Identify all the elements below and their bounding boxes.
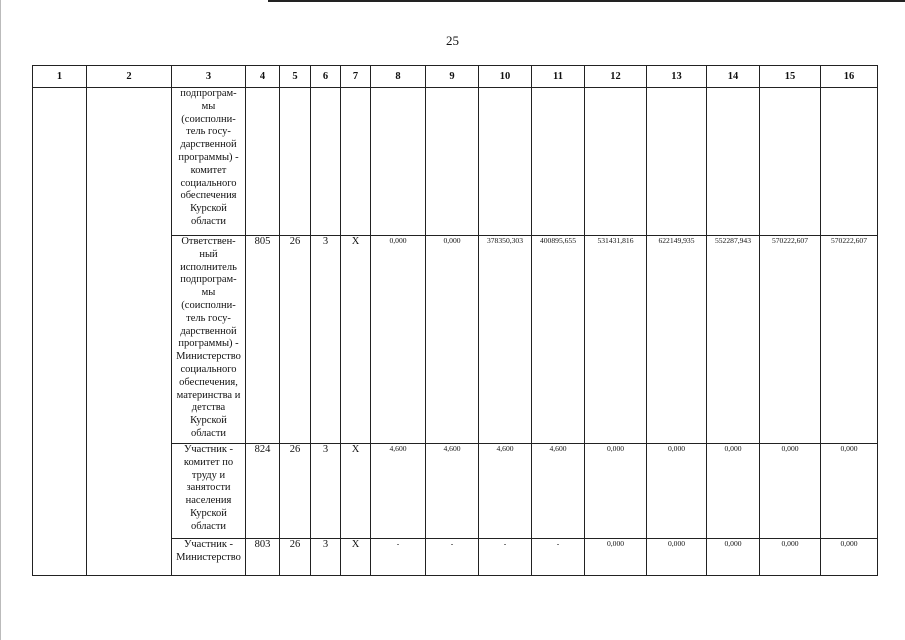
- scan-top-line: [268, 0, 905, 2]
- amount-cell: 0,000: [707, 539, 760, 576]
- executor-line: области: [190, 427, 227, 439]
- pgp-code-cell: 3: [311, 539, 341, 576]
- executor-line: материнства и: [176, 389, 241, 401]
- amount-cell: 0,000: [647, 539, 707, 576]
- column-header: 10: [479, 66, 532, 88]
- amount-cell: 400895,655: [532, 236, 585, 444]
- amount-cell: 4,600: [532, 444, 585, 539]
- amount-cell: -: [371, 539, 426, 576]
- amount-cell: 570222,607: [760, 236, 821, 444]
- executor-line: Министерство: [176, 551, 241, 563]
- executor-line: занятости: [186, 482, 231, 494]
- column-header: 12: [585, 66, 647, 88]
- executor-line: (соисполни-: [181, 113, 236, 125]
- column-header: 1: [33, 66, 87, 88]
- amount-cell: [647, 88, 707, 236]
- executor-line: труду и: [191, 469, 226, 481]
- executor-line: детства: [191, 402, 226, 414]
- amount-cell: -: [479, 539, 532, 576]
- column-header: 13: [647, 66, 707, 88]
- executor-line: обеспечения: [180, 190, 237, 202]
- column-header: 7: [341, 66, 371, 88]
- column-header: 8: [371, 66, 426, 88]
- column-header: 6: [311, 66, 341, 88]
- grbs-code-cell: 803: [246, 539, 280, 576]
- amount-cell: 4,600: [426, 444, 479, 539]
- executor-line: социального: [180, 363, 237, 375]
- executor-cell: [172, 539, 246, 576]
- amount-cell: [707, 88, 760, 236]
- amount-cell: 0,000: [426, 236, 479, 444]
- amount-cell: [532, 88, 585, 236]
- om-code-cell: Х: [341, 236, 371, 444]
- column-header: 14: [707, 66, 760, 88]
- amount-cell: 0,000: [760, 444, 821, 539]
- column-header: 9: [426, 66, 479, 88]
- om-code-cell: [341, 88, 371, 236]
- program-cell: [87, 88, 172, 576]
- executor-cell: [172, 444, 246, 539]
- grbs-code-cell: [246, 88, 280, 236]
- executor-line: Участник -: [183, 539, 234, 550]
- executor-line: тель госу-: [186, 126, 231, 138]
- executor-line: комитет: [190, 164, 227, 176]
- executor-line: Министерство: [176, 351, 241, 363]
- table-row: [33, 88, 878, 236]
- budget-table: [32, 65, 878, 576]
- executor-line: мы: [201, 287, 216, 299]
- executor-line: Курской: [190, 415, 227, 427]
- amount-cell: [426, 88, 479, 236]
- column-header: 5: [280, 66, 311, 88]
- executor-line: тель госу-: [186, 312, 231, 324]
- amount-cell: 4,600: [479, 444, 532, 539]
- column-header: 11: [532, 66, 585, 88]
- amount-cell: 0,000: [371, 236, 426, 444]
- executor-line: подпрограм-: [180, 274, 237, 286]
- grbs-code-cell: 824: [246, 444, 280, 539]
- column-header: 16: [821, 66, 878, 88]
- executor-line: дарственной: [180, 139, 237, 151]
- executor-line: мы: [201, 100, 216, 112]
- amount-cell: 531431,816: [585, 236, 647, 444]
- executor-line: области: [190, 215, 227, 227]
- amount-cell: 0,000: [760, 539, 821, 576]
- amount-cell: 0,000: [707, 444, 760, 539]
- executor-line: Курской: [190, 507, 227, 519]
- executor-line: Ответствен-: [181, 236, 236, 247]
- column-header: 3: [172, 66, 246, 88]
- column-header: 15: [760, 66, 821, 88]
- executor-cell: [172, 236, 246, 444]
- amount-cell: [479, 88, 532, 236]
- amount-cell: 552287,943: [707, 236, 760, 444]
- amount-cell: 570222,607: [821, 236, 878, 444]
- gp-code-cell: 26: [280, 539, 311, 576]
- executor-line: населения: [185, 495, 232, 507]
- executor-line: социального: [180, 177, 237, 189]
- amount-cell: 622149,935: [647, 236, 707, 444]
- amount-cell: [821, 88, 878, 236]
- grbs-code-cell: 805: [246, 236, 280, 444]
- executor-line: (соисполни-: [181, 299, 236, 311]
- executor-line: программы) -: [178, 338, 239, 350]
- om-code-cell: Х: [341, 444, 371, 539]
- om-code-cell: Х: [341, 539, 371, 576]
- amount-cell: 0,000: [821, 539, 878, 576]
- amount-cell: 0,000: [585, 444, 647, 539]
- amount-cell: [760, 88, 821, 236]
- column-header: 2: [87, 66, 172, 88]
- gp-code-cell: 26: [280, 236, 311, 444]
- amount-cell: -: [532, 539, 585, 576]
- pgp-code-cell: 3: [311, 236, 341, 444]
- amount-cell: [585, 88, 647, 236]
- gp-code-cell: 26: [280, 444, 311, 539]
- column-number-row: [33, 66, 878, 88]
- executor-line: обеспечения,: [179, 376, 238, 388]
- status-cell: [33, 88, 87, 576]
- amount-cell: 0,000: [647, 444, 707, 539]
- pgp-code-cell: 3: [311, 444, 341, 539]
- executor-line: дарственной: [180, 325, 237, 337]
- executor-line: программы) -: [178, 151, 239, 163]
- amount-cell: 0,000: [821, 444, 878, 539]
- scan-left-edge: [0, 0, 1, 640]
- gp-code-cell: [280, 88, 311, 236]
- amount-cell: 0,000: [585, 539, 647, 576]
- page-number: 25: [446, 33, 459, 48]
- executor-line: Участник -: [183, 444, 234, 455]
- executor-line: ный: [199, 248, 218, 260]
- amount-cell: [371, 88, 426, 236]
- amount-cell: 378350,303: [479, 236, 532, 444]
- executor-line: области: [190, 520, 227, 532]
- executor-cell: [172, 88, 246, 236]
- pgp-code-cell: [311, 88, 341, 236]
- amount-cell: -: [426, 539, 479, 576]
- executor-line: комитет по: [183, 456, 234, 468]
- executor-line: Курской: [190, 203, 227, 215]
- executor-line: подпрограм-: [180, 88, 237, 99]
- executor-line: исполнитель: [180, 261, 237, 273]
- column-header: 4: [246, 66, 280, 88]
- amount-cell: 4,600: [371, 444, 426, 539]
